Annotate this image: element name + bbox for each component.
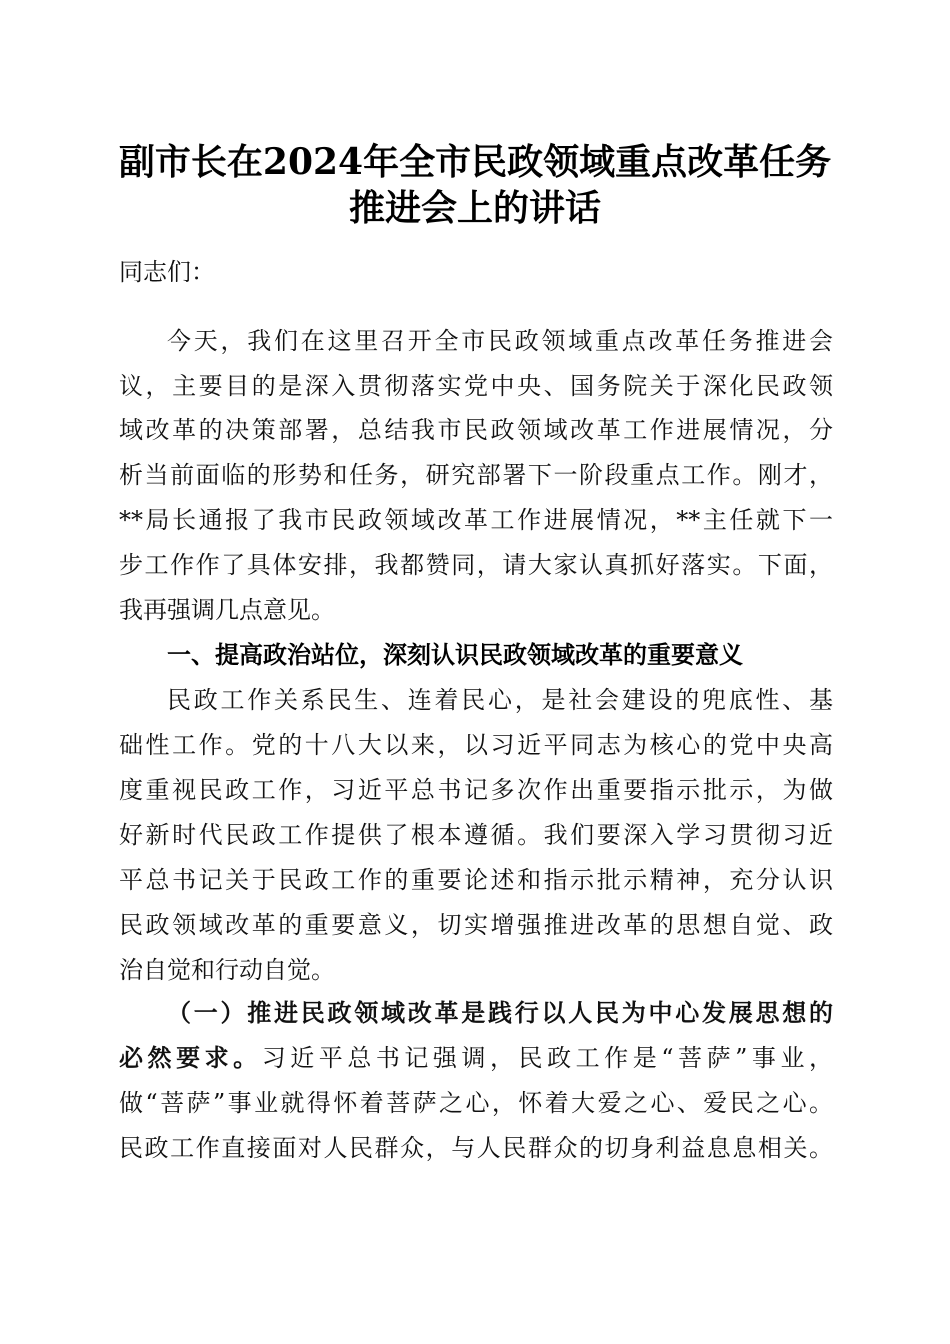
section-body-line: 好新时代民政工作提供了根本遵循。我们要深入学习贯彻习近 <box>119 821 833 849</box>
intro-line: 步工作作了具体安排，我都赞同，请大家认真抓好落实。下面， <box>119 551 833 579</box>
section-body-line: 平总书记关于民政工作的重要论述和指示批示精神，充分认识 <box>119 866 833 894</box>
salutation: 同志们： <box>119 258 215 286</box>
section-body-line: 民政工作关系民生、连着民心，是社会建设的兜底性、基 <box>167 686 833 714</box>
subsection-heading-line: （一）推进民政领域改革是践行以人民为中心发展思想的 <box>167 998 833 1027</box>
section-body-line: 度重视民政工作，习近平总书记多次作出重要指示批示，为做 <box>119 776 833 804</box>
section-heading: 一、提高政治站位，深刻认识民政领域改革的重要意义 <box>167 641 743 669</box>
subsection-body-start: 习近平总书记强调，民政工作是“菩萨”事业， <box>261 1044 834 1072</box>
subsection-heading-tail: 必然要求。 <box>119 1043 262 1072</box>
section-body-line: 础性工作。党的十八大以来，以习近平同志为核心的党中央高 <box>119 731 833 759</box>
section-body-line: 治自觉和行动自觉。 <box>119 956 335 984</box>
subsection-mixed-line <box>119 1043 833 1073</box>
subsection-body-line: 民政工作直接面对人民群众，与人民群众的切身利益息息相关。 <box>119 1134 833 1162</box>
intro-line: 今天，我们在这里召开全市民政领域重点改革任务推进会 <box>167 327 833 355</box>
document-title-line-1: 副市长在2024年全市民政领域重点改革任务 <box>118 141 832 183</box>
intro-line: 议，主要目的是深入贯彻落实党中央、国务院关于深化民政领 <box>119 372 833 400</box>
subsection-body-line: 做“菩萨”事业就得怀着菩萨之心，怀着大爱之心、爱民之心。 <box>119 1089 833 1117</box>
intro-line: **局长通报了我市民政领域改革工作进展情况，**主任就下一 <box>119 506 833 534</box>
section-body-line: 民政领域改革的重要意义，切实增强推进改革的思想自觉、政 <box>119 911 833 939</box>
intro-line: 域改革的决策部署，总结我市民政领域改革工作进展情况，分 <box>119 416 833 444</box>
document-title-line-2: 推进会上的讲话 <box>348 187 601 229</box>
intro-line: 我再强调几点意见。 <box>119 596 335 624</box>
intro-line: 析当前面临的形势和任务，研究部署下一阶段重点工作。刚才， <box>119 461 833 489</box>
